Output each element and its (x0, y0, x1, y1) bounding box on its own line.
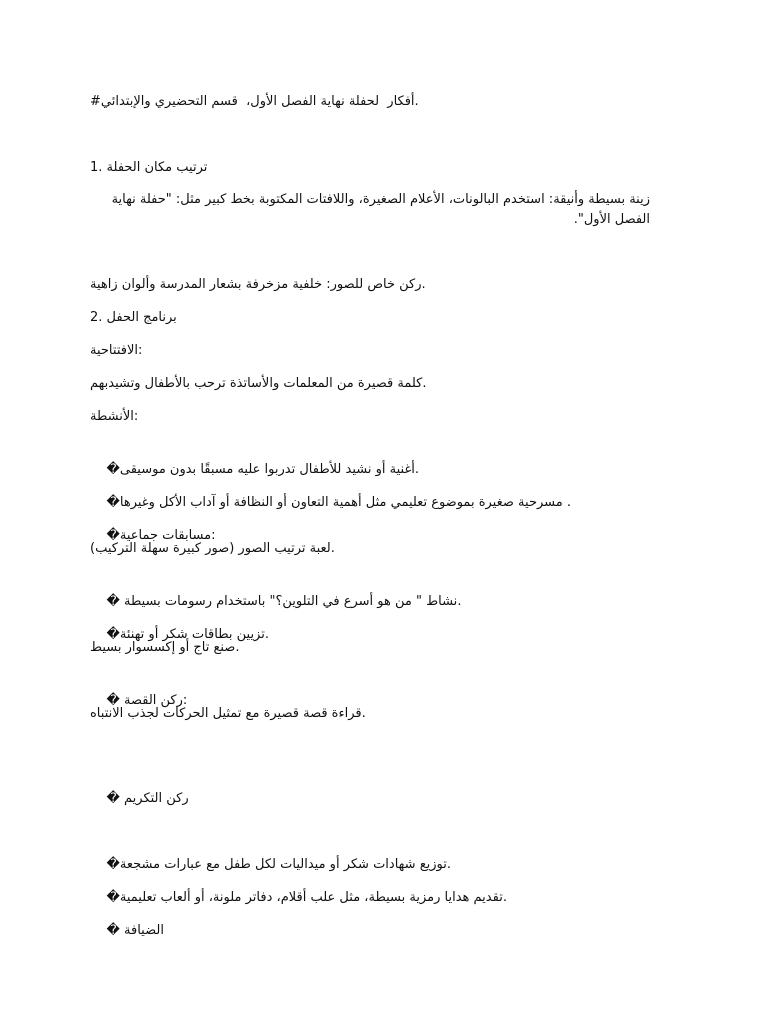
crown-text: صنع تاج أو إكسسوار بسيط. (90, 640, 240, 655)
section-heading-venue: 1. ترتيب مكان الحفلة (90, 160, 208, 175)
missing-glyph-icon: � (106, 923, 120, 938)
section-heading-program: 2. برنامج الحفل (90, 310, 177, 325)
list-item-text: توزيع شهادات شكر أو ميداليات لكل طفل مع عبارات مشجعة. (119, 857, 451, 872)
list-item-text: الضيافة (124, 923, 164, 938)
missing-glyph-icon: � (106, 495, 120, 510)
list-item-text: مسرحية صغيرة بموضوع تعليمي مثل أهمية التعاون أو النظافة أو آداب الأكل وغيرها . (119, 495, 571, 510)
missing-glyph-icon: � (106, 890, 120, 905)
missing-glyph-icon: � (106, 528, 120, 543)
opening-text: كلمة قصيرة من المعلمات والأساتذة ترحب بالأطفال وتشيدبهم. (90, 376, 427, 391)
missing-glyph-icon: � (106, 462, 120, 477)
decor-paragraph: زينة بسيطة وأنيقة: استخدم البالونات، الأعلام الصغيرة، واللافتات المكتوبة بخط كبير مثل: "حفلة نهاية الفصل الأول". (111, 192, 650, 227)
missing-glyph-icon: � (106, 791, 120, 806)
missing-glyph-icon: � (106, 857, 120, 872)
missing-glyph-icon: � (106, 627, 120, 642)
missing-glyph-icon: � (106, 693, 120, 708)
list-item-text: تزيين بطاقات شكر أو تهنئة. (119, 627, 269, 642)
list-item-text: مسابقات جماعية: (119, 528, 216, 543)
list-item-text: ركن القصة: (124, 693, 188, 708)
competition-puzzle: لعبة ترتيب الصور (صور كبيرة سهلة التركيب). (90, 541, 335, 556)
opening-heading: الافتتاحية: (90, 343, 143, 358)
list-item-text: نشاط " من هو أسرع في التلوين؟" باستخدام رسومات بسيطة. (124, 594, 462, 609)
missing-glyph-icon: � (106, 594, 120, 609)
photo-corner-text: ركن خاص للصور: خلفية مزخرفة بشعار المدرسة وألوان زاهية. (90, 277, 426, 292)
list-item-text: أغنية أو نشيد للأطفال تدربوا عليه مسبقًا بدون موسيقى. (119, 462, 420, 477)
document-title: #أفكار لحفلة نهاية الفصل الأول، قسم التحضيري والإبتدائي. (90, 94, 419, 109)
story-text: قراءة قصة قصيرة مع تمثيل الحركات لجذب الانتباه. (90, 706, 366, 721)
honor-heading (90, 769, 660, 829)
activities-heading: الأنشطة: (90, 409, 139, 424)
list-item-text: تقديم هدايا رمزية بسيطة، مثل علب أقلام، دفاتر ملونة، أو ألعاب تعليمية. (119, 890, 507, 905)
list-item-text: ركن التكريم (124, 791, 189, 806)
hospitality-heading (90, 901, 660, 961)
